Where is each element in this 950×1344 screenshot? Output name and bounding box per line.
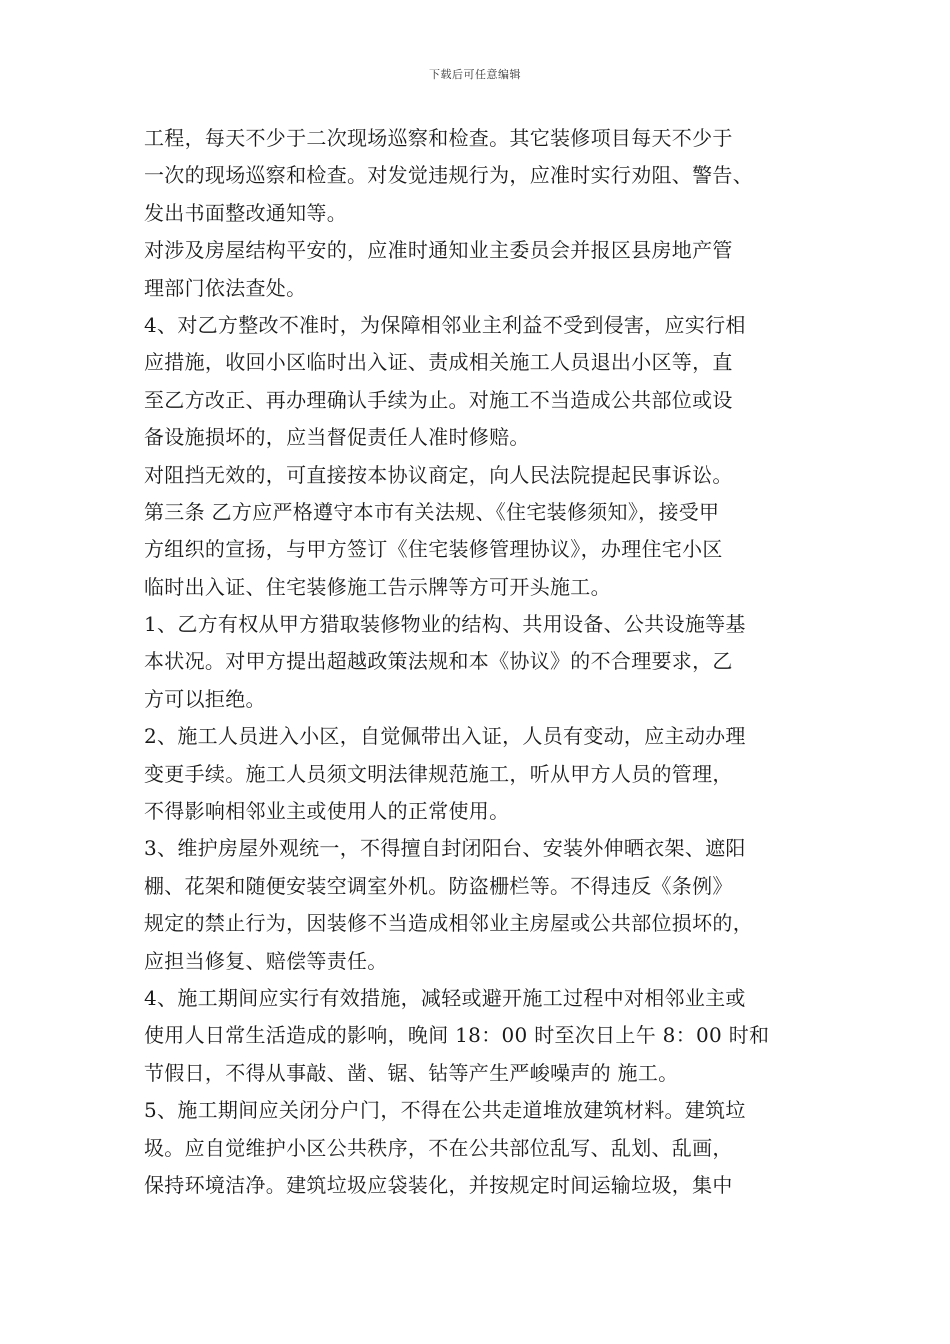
body-line: 变更手续。施工人员须文明法律规范施工，听从甲方人员的管理， <box>144 761 733 786</box>
body-line: 3、维护房屋外观统一，不得擅自封闭阳台、安装外伸晒衣架、遮阳 <box>144 836 746 861</box>
body-line: 理部门依法查处。 <box>144 275 307 300</box>
body-line: 圾。应自觉维护小区公共秩序，不在公共部位乱写、乱划、乱画， <box>144 1135 733 1160</box>
body-line: 不得影响相邻业主或使用人的正常使用。 <box>144 799 510 824</box>
body-line: 方组织的宣扬，与甲方签订《住宅装修管理协议》，办理住宅小区 <box>144 537 723 562</box>
body-line: 应措施，收回小区临时出入证、责成相关施工人员退出小区等，直 <box>144 350 733 375</box>
body-line: 保持环境洁净。建筑垃圾应袋装化，并按规定时间运输垃圾，集中 <box>144 1172 733 1197</box>
body-line: 方可以拒绝。 <box>144 686 266 711</box>
body-line: 节假日，不得从事敲、凿、锯、钻等产生严峻噪声的 施工。 <box>144 1060 679 1085</box>
body-line: 临时出入证、住宅装修施工告示牌等方可开头施工。 <box>144 574 611 599</box>
body-line: 对阻挡无效的，可直接按本协议商定，向人民法院提起民事诉讼。 <box>144 462 733 487</box>
body-line: 使用人日常生活造成的影响，晚间 18：00 时至次日上午 8：00 时和 <box>144 1023 770 1048</box>
body-line: 至乙方改正、再办理确认手续为止。对施工不当造成公共部位或设 <box>144 387 733 412</box>
page-header: 下载后可任意编辑 <box>429 68 521 81</box>
body-line: 应担当修复、赔偿等责任。 <box>144 948 388 973</box>
body-line: 1、乙方有权从甲方猎取装修物业的结构、共用设备、公共设施等基 <box>144 612 746 637</box>
body-line: 5、施工期间应关闭分户门，不得在公共走道堆放建筑材料。建筑垃 <box>144 1098 746 1123</box>
body-line: 对涉及房屋结构平安的，应准时通知业主委员会并报区县房地产管 <box>144 238 733 263</box>
body-line: 第三条 乙方应严格遵守本市有关法规、《住宅装修须知》，接受甲 <box>144 499 720 524</box>
body-line: 棚、花架和随便安装空调室外机。防盗栅栏等。不得违反《条例》 <box>144 873 733 898</box>
body-line: 4、施工期间应实行有效措施，减轻或避开施工过程中对相邻业主或 <box>144 985 746 1010</box>
document-body <box>144 120 824 1204</box>
body-line: 一次的现场巡察和检查。对发觉违规行为，应准时实行劝阻、警告、 <box>144 163 753 188</box>
body-line: 规定的禁止行为，因装修不当造成相邻业主房屋或公共部位损坏的， <box>144 911 753 936</box>
body-line: 本状况。对甲方提出超越政策法规和本《协议》的不合理要求，乙 <box>144 649 733 674</box>
body-line: 工程，每天不少于二次现场巡察和检查。其它装修项目每天不少于 <box>144 126 733 150</box>
body-line: 发出书面整改通知等。 <box>144 200 347 225</box>
body-line: 2、施工人员进入小区，自觉佩带出入证，人员有变动，应主动办理 <box>144 724 746 749</box>
body-line: 4、对乙方整改不准时，为保障相邻业主利益不受到侵害，应实行相 <box>144 312 746 337</box>
body-line: 备设施损坏的，应当督促责任人准时修赔。 <box>144 425 530 450</box>
